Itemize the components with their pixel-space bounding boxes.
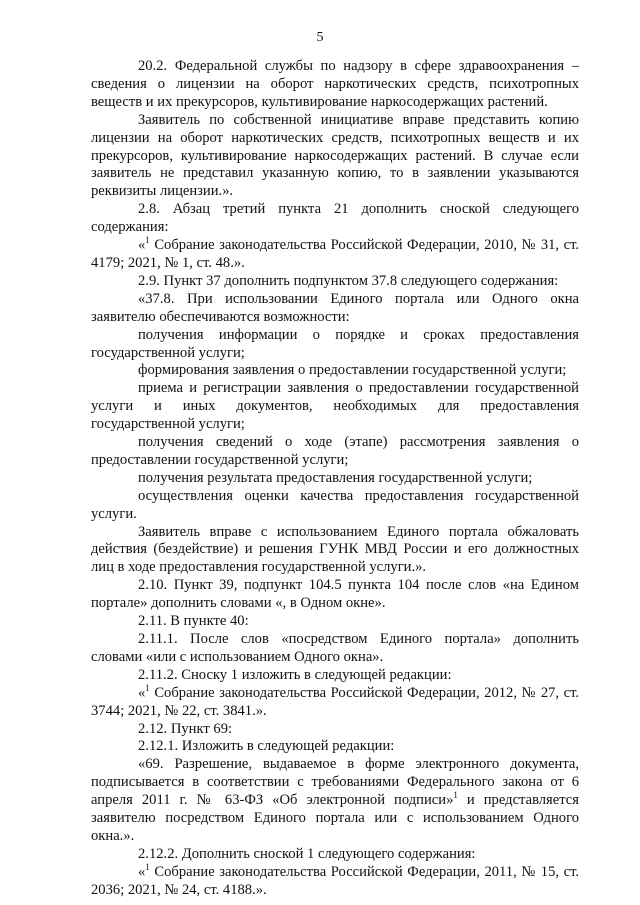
paragraph-appeal: Заявитель вправе с использованием Единого портала обжаловать действия (бездействие) и решения ГУНК МВД России и его должностных лиц в ходе предоставления государственной услуги.». [91, 523, 579, 576]
footnote-marker: 1 [145, 235, 150, 246]
paragraph-2-12: 2.12. Пункт 69: [138, 720, 233, 737]
paragraph-37-8: «37.8. При использовании Единого портала или Одного окна заявителю обеспечиваются возможности: [91, 290, 579, 325]
footnote-marker: 1 [145, 861, 150, 872]
list-item-quality: осуществления оценки качества предоставления государственной услуги. [91, 487, 579, 522]
list-item-status: получения сведений о ходе (этапе) рассмотрения заявления о предоставлении государственной услуги; [91, 434, 579, 468]
footnote-2-11-2: «$^1$ Собрание законодательства Российской Федерации, 2012, № 27, ст. 3744; 2021, № 22, ст. 3841.». [91, 682, 579, 719]
paragraph-69: «69. Разрешение, выдаваемое в форме электронного документа, подписывается в соответствии с требованиями Федерального закона от 6 апреля 2011 г. № 63-ФЗ «Об электронной подписи»$^1$ и представляется заявителю посредством Единого портала или с использованием Одного окна.». [91, 756, 579, 844]
list-item-information: получения информации о порядке и сроках предоставления государственной услуги; [91, 326, 579, 361]
document-body [91, 58, 579, 900]
footnote-marker: 1 [145, 682, 150, 693]
footnote-marker: 1 [453, 790, 458, 801]
paragraph-2-9: 2.9. Пункт 37 дополнить подпунктом 37.8 следующего содержания: [138, 272, 559, 289]
paragraph-applicant-copy: Заявитель по собственной инициативе вправе представить копию лицензии на оборот наркотических средств, психотропных веществ и их прекурсоров, культивирование наркосодержащих растений. В случае если заявитель не представил указанную копию, то в заявлении указываются реквизиты лицензии.». [91, 111, 579, 200]
list-item-forming: формирования заявления о предоставлении государственной услуги; [138, 362, 567, 379]
paragraph-2-12-2: 2.12.2. Дополнить сноской 1 следующего содержания: [138, 845, 476, 862]
paragraph-2-11: 2.11. В пункте 40: [138, 613, 249, 630]
page-number: 5 [316, 30, 324, 45]
paragraph-2-10: 2.10. Пункт 39, подпункт 104.5 пункта 104 после слов «на Едином портале» дополнить словами «, в Одном окне». [91, 577, 579, 612]
paragraph-2-12-1: 2.12.1. Изложить в следующей редакции: [138, 738, 395, 755]
paragraph-2-11-2: 2.11.2. Сноску 1 изложить в следующей редакции: [138, 666, 452, 683]
paragraph-2-11-1: 2.11.1. После слов «посредством Единого портала» дополнить словами «или с использованием Одного окна». [91, 631, 579, 665]
footnote-2-8: «$^1$ Собрание законодательства Российской Федерации, 2010, № 31, ст. 4179; 2021, № 1, ст. 48.». [91, 235, 579, 271]
footnote-2-12-2: «$^1$ Собрание законодательства Российской Федерации, 2011, № 15, ст. 2036; 2021, № 24, ст. 4188.». [91, 861, 579, 898]
paragraph-2-8: 2.8. Абзац третий пункта 21 дополнить сноской следующего содержания: [91, 201, 579, 236]
list-item-registration: приема и регистрации заявления о предоставлении государственной услуги и иных документов, необходимых для предоставления государственной услуги; [91, 380, 579, 433]
paragraph-20-2: 20.2. Федеральной службы по надзору в сфере здравоохранения – сведения о лицензии на оборот наркотических средств, психотропных веществ и их прекурсоров, культивирование наркосодержащих растений. [91, 58, 579, 110]
list-item-result: получения результата предоставления государственной услуги; [138, 469, 533, 486]
